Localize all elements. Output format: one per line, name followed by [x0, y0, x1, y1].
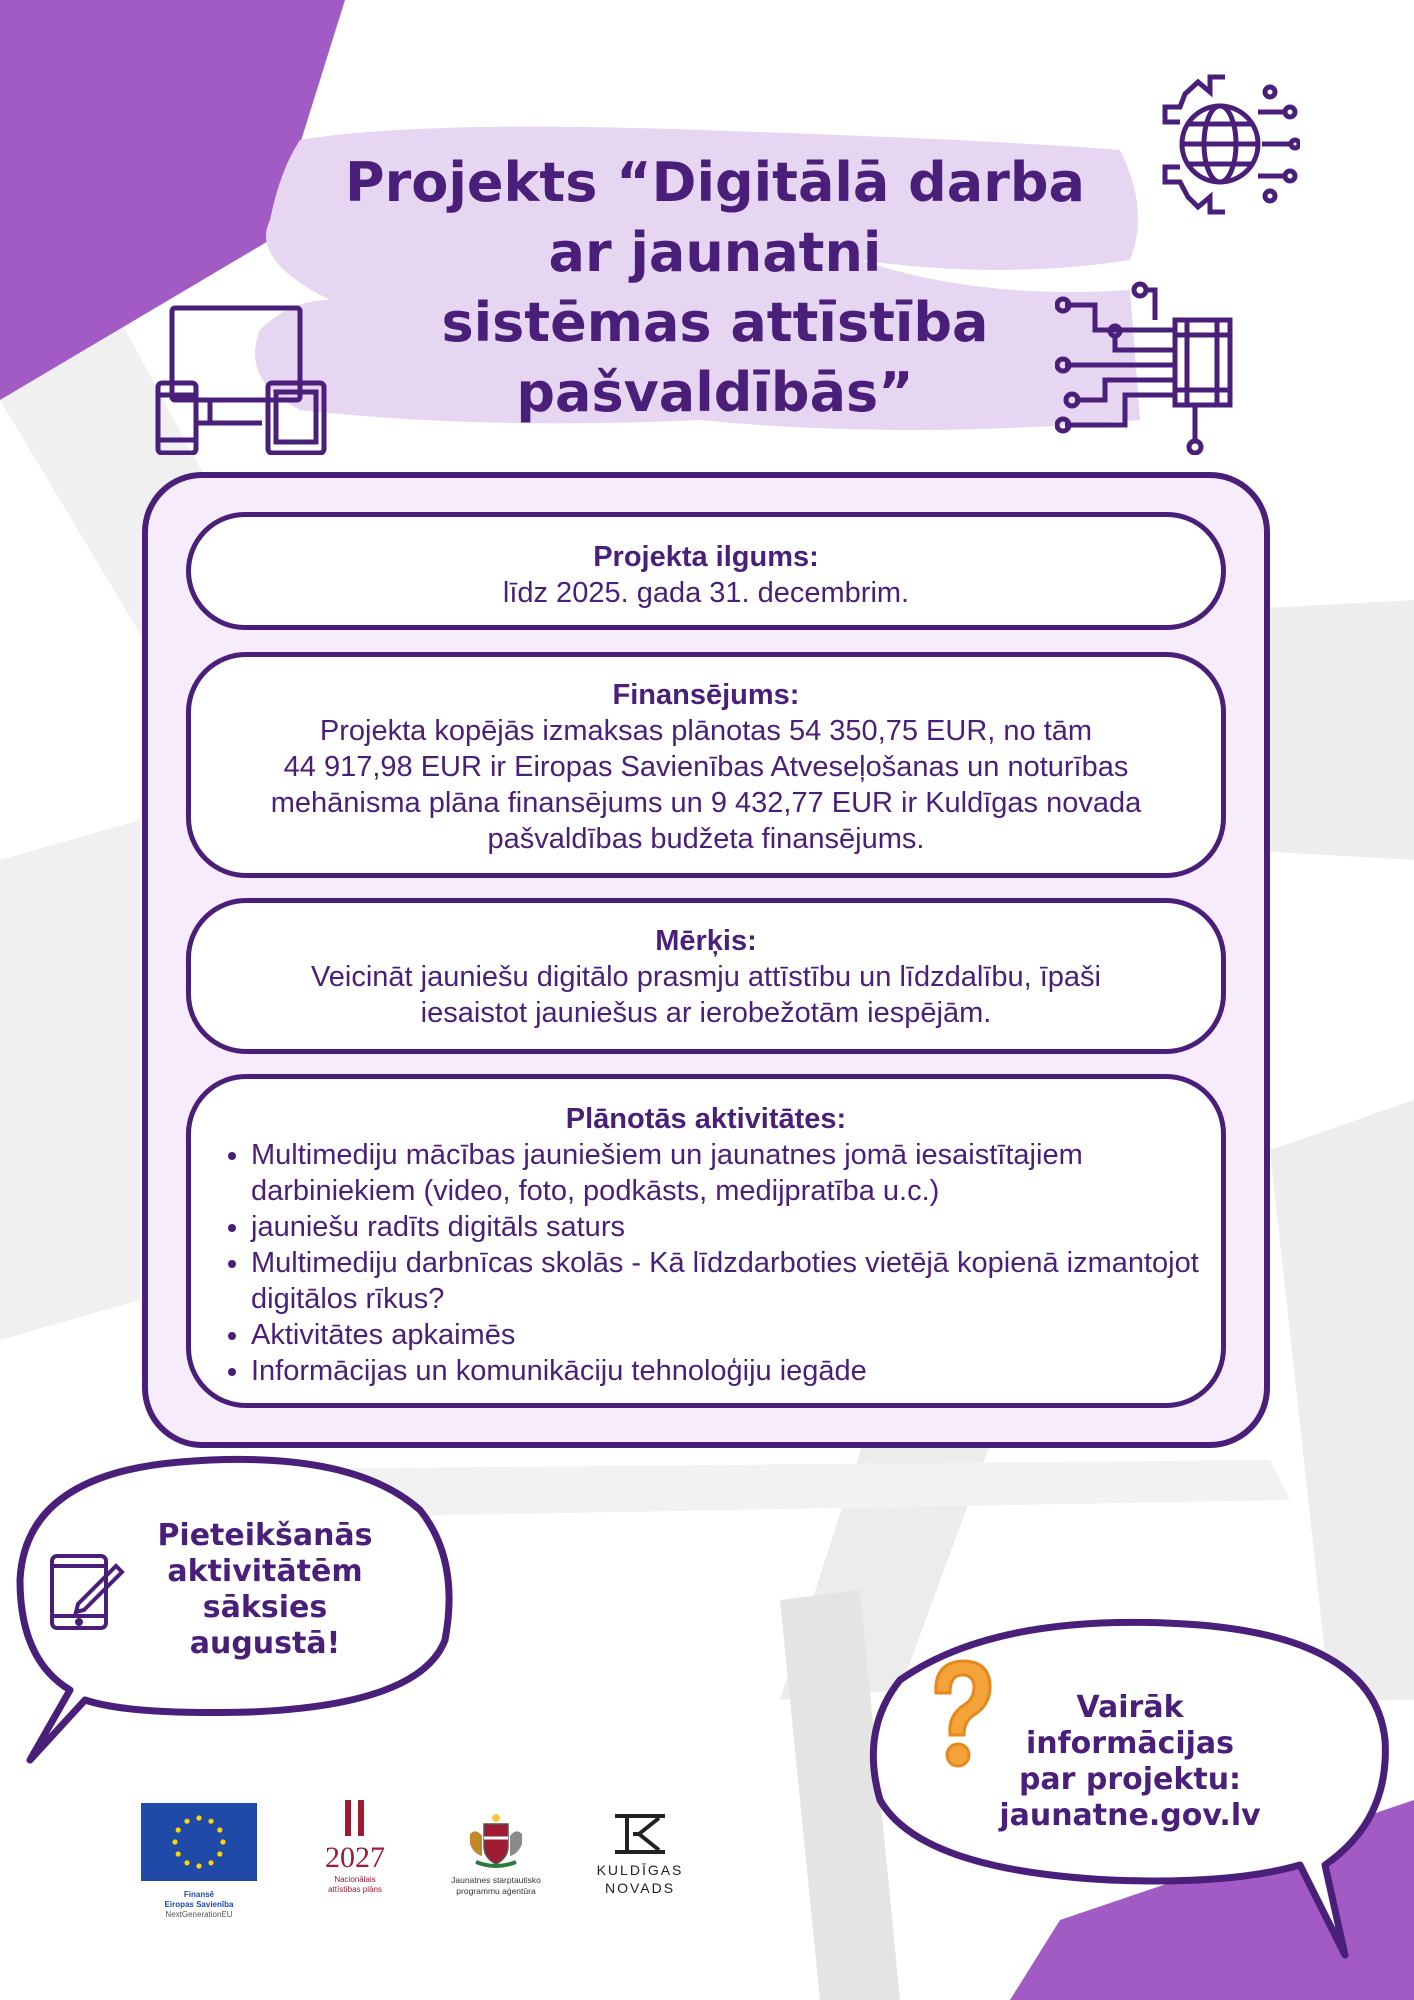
activities-heading: Plānotās aktivitātes:	[565, 1103, 847, 1135]
list-item: • Aktivitātes apkaimēs	[251, 1317, 1221, 1353]
eu-star	[176, 1851, 181, 1856]
eu-star	[176, 1827, 181, 1832]
eu-star	[208, 1819, 213, 1824]
goal-line-1: Veicināt jauniešu digitālo prasmju attīstību un līdzdalību, īpaši	[311, 961, 1101, 993]
list-item: • jauniešu radīts digitāls saturs	[251, 1209, 1221, 1245]
eu-star	[217, 1827, 222, 1832]
latvia-coat-of-arms-icon	[466, 1810, 526, 1870]
nap-year: 2027	[325, 1841, 385, 1874]
list-item: • Informācijas un komunikāciju tehnoloģiju iegāde	[251, 1353, 1221, 1389]
more-info-line-1: Vairāk	[1076, 1690, 1184, 1725]
eu-star	[220, 1839, 225, 1844]
kuldiga-line-2: NOVADS	[604, 1880, 676, 1896]
eu-star	[196, 1815, 201, 1820]
kuldiga-emblem-icon	[609, 1812, 671, 1856]
eu-star	[184, 1819, 189, 1824]
title-line-2: ar jaunatni	[548, 221, 882, 284]
funding-heading: Finansējums:	[612, 679, 800, 711]
signup-line-1: Pieteikšanās	[157, 1518, 373, 1553]
eu-star	[172, 1839, 177, 1844]
title-line-4: pašvaldībās”	[516, 361, 914, 424]
duration-text: līdz 2025. gada 31. decembrim.	[502, 577, 910, 609]
list-item: • Multimediju mācības jauniešiem un jaunatnes jomā iesaistītajiem darbiniekiem (video, foto, podkāsts, medijpratība u.c.)	[251, 1137, 1221, 1209]
duration-heading: Projekta ilgums:	[593, 541, 819, 573]
eu-logo-line-1: Finansē	[183, 1890, 215, 1899]
tablet-pen-icon	[48, 1552, 128, 1632]
nap-bars-icon	[335, 1800, 375, 1838]
title-line-3: sistēmas attīstība	[441, 291, 989, 354]
eu-logo-line-3: NextGenerationEU	[165, 1910, 233, 1919]
funding-line-4: pašvaldības budžeta finansējums.	[487, 823, 925, 855]
eu-flag-icon	[141, 1803, 257, 1881]
funding-line-2: 44 917,98 EUR ir Eiropas Savienības Atveseļošanas un noturības	[283, 751, 1129, 783]
kuldiga-logo	[580, 1812, 700, 1897]
more-info	[970, 1690, 1290, 1834]
more-info-link[interactable]: jaunatne.gov.lv	[999, 1798, 1261, 1833]
goal-line-2: iesaistot jauniešus ar ierobežotām iespējām.	[420, 997, 992, 1029]
signup-line-3: sāksies	[202, 1590, 328, 1625]
eu-star	[196, 1863, 201, 1868]
kuldiga-line-1: KULDĪGAS	[596, 1862, 684, 1878]
eu-star	[208, 1860, 213, 1865]
jspa-logo	[432, 1810, 560, 1897]
title-line-1: Projekts “Digitālā darba	[345, 151, 1085, 214]
eu-star	[217, 1851, 222, 1856]
nap-2027-logo	[305, 1800, 405, 1895]
eu-star	[184, 1860, 189, 1865]
jspa-line-1: Jaunatnes starptautisko	[451, 1875, 541, 1885]
signup-line-2: aktivitātēm	[167, 1554, 363, 1589]
funding-line-1: Projekta kopējās izmaksas plānotas 54 350,75 EUR, no tām	[319, 715, 1093, 747]
more-info-line-2: informācijas	[1025, 1726, 1235, 1761]
nap-line-1: Nacionālais	[334, 1875, 376, 1884]
nap-line-2: attīstības plāns	[328, 1885, 382, 1894]
funding-line-3: mehānisma plāna finansējums un 9 432,77 EUR ir Kuldīgas novada	[270, 787, 1142, 819]
more-info-line-3: par projektu:	[1018, 1762, 1242, 1797]
eu-logo	[140, 1803, 258, 1920]
list-item: • Multimediju darbnīcas skolās - Kā līdzdarboties vietējā kopienā izmantojot digitālos rīkus?	[251, 1245, 1221, 1317]
signup-line-4: augustā!	[189, 1626, 341, 1661]
jspa-line-2: programmu aģentūra	[456, 1886, 536, 1896]
signup-announcement	[140, 1518, 390, 1662]
eu-logo-line-2: Eiropas Savienība	[164, 1900, 234, 1909]
goal-heading: Mērķis:	[655, 925, 757, 957]
